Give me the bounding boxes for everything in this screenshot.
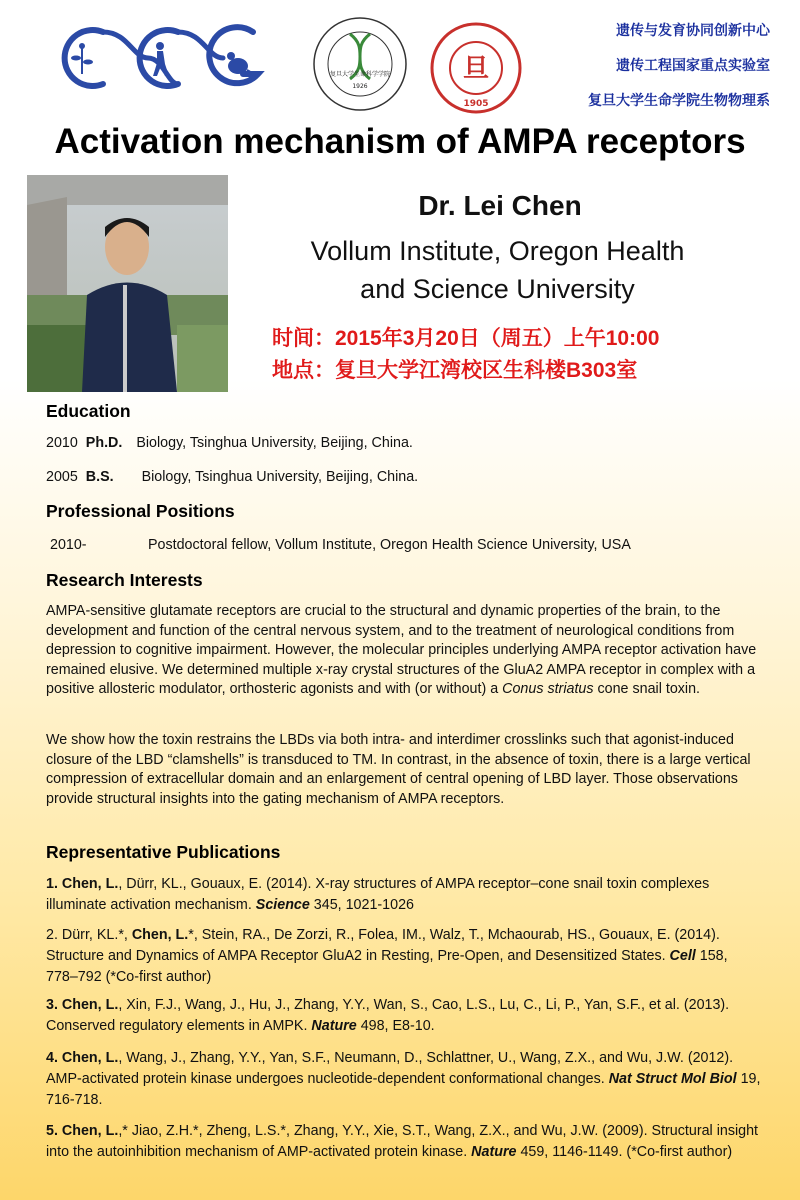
svg-text:旦: 旦 <box>462 54 490 84</box>
edu-degree: B.S. <box>85 469 114 485</box>
publication-item: 5. Chen, L.,* Jiao, Z.H.*, Zheng, L.S.*, Zhang, Y.Y., Xie, S.T., Wang, Z.X., and Wu, J.W. (2009). Structural insight into the autoinhibition mechanism of AMP-activated protein kinase. Nature 459, 1146-1149. (*Co-first author) <box>46 1123 759 1160</box>
edu-degree: Ph.D. <box>85 435 123 451</box>
org-line-2: 遗传工程国家重点实验室 <box>616 57 770 73</box>
plant-icon <box>71 43 93 74</box>
education-item <box>46 435 413 451</box>
position-item <box>50 537 631 553</box>
position-year: 2010- <box>50 537 87 553</box>
publication-item: 2. Dürr, KL.*, Chen, L.*, Stein, RA., De Zorzi, R., Folea, IM., Walz, T., Mchaourab, HS., Gouaux, E. (2014). Structure and Dynamics of AMPA Receptor GluA2 in Resting, Pre-Open, and Desensitized States. Cell 158, 778–792 (*Co-first author) <box>46 927 728 985</box>
edu-detail: Biology, Tsinghua University, Beijing, China. <box>136 435 413 451</box>
publication-item: 3. Chen, L., Xin, F.J., Wang, J., Hu, J., Zhang, Y.Y., Wan, S., Cao, L.S., Lu, C., Li, P., Yan, S.F., et al. (2013). Conserved regulatory elements in AMPK. Nature 498, E8-10. <box>46 997 730 1034</box>
org-line-1: 遗传与发育协同创新中心 <box>616 22 770 38</box>
logo-wave <box>103 32 178 84</box>
person-body <box>82 283 177 393</box>
ccg-logo <box>48 18 278 98</box>
affiliation-line-1: Vollum Institute, Oregon Health <box>310 236 685 266</box>
speaker-affiliation <box>250 232 745 308</box>
research-paragraph-1: AMPA-sensitive glutamate receptors are crucial to the structural and dynamic properties of the brain, to the development and function of the central nervous system, and to the treatment of neurological conditions from depression to cognitive impairment. However, the molecular principles underlying AMPA receptor activation have remained elusive. We determined multiple x-ray crystal structures of the GluA2 AMPA receptor in complex with a positive allosteric modulator, orthosteric agonists and with (or without) a Conus striatus cone snail toxin. <box>46 603 757 697</box>
education-heading: Education <box>46 401 131 421</box>
seal-year: 1926 <box>352 83 368 90</box>
position-detail: Postdoctoral fellow, Vollum Institute, Oregon Health Science University, USA <box>148 537 631 553</box>
journal-name: Science <box>255 897 310 913</box>
journal-name: Cell <box>669 948 696 964</box>
publication-item: 4. Chen, L., Wang, J., Zhang, Y.Y., Yan, S.F., Neumann, D., Schlattner, U., Wang, Z.X., and Wu, J.W. (2012). AMP-activated protein kinase undergoes nucleotide-dependent conformational changes. Nat Struct Mol Biol 19, 716-718. <box>46 1050 761 1108</box>
fudan-university-seal <box>430 22 522 114</box>
speaker-photo <box>27 175 228 392</box>
species-name: Conus striatus <box>502 681 594 697</box>
edu-year: 2010 <box>46 435 78 451</box>
research-paragraph-2: We show how the toxin restrains the LBDs via both intra- and interdimer crosslinks such that agonist-induced closure of the LBD “clamshells” is transduced to TM. In contrast, in the absence of toxin, there is a large vertical compression of extracellular domain and an enlargement of central opening of LBD layer. Those observations provide structural insights into the gating mechanism of AMPA receptors. <box>46 732 751 807</box>
journal-name: Nature <box>311 1018 357 1034</box>
edu-year: 2005 <box>46 469 78 485</box>
publications-heading: Representative Publications <box>46 842 281 862</box>
seal-year: 1905 <box>463 99 489 109</box>
speaker-name: Dr. Lei Chen <box>418 190 582 221</box>
education-item <box>46 469 418 485</box>
logo-arc-1 <box>65 30 103 86</box>
edu-detail: Biology, Tsinghua University, Beijing, China. <box>141 469 419 485</box>
event-time: 时间：2015年3月20日（周五）上午10:00 <box>272 327 660 350</box>
publication-item: 1. Chen, L., Dürr, KL., Gouaux, E. (2014). X-ray structures of AMPA receptor–cone snail toxin complexes illuminate activation mechanism. Science 345, 1021-1026 <box>46 876 710 913</box>
journal-name: Nat Struct Mol Biol <box>608 1071 737 1087</box>
poster-title: Activation mechanism of AMPA receptors <box>54 122 746 161</box>
org-line-3: 复旦大学生命学院生物物理系 <box>588 92 770 108</box>
research-heading: Research Interests <box>46 570 203 590</box>
school-life-sciences-seal <box>310 14 410 114</box>
affiliation-line-2: and Science University <box>360 274 635 304</box>
seal-inner-text: 复旦大学生命科学学院 <box>329 71 391 78</box>
event-place: 地点：复旦大学江湾校区生科楼B303室 <box>272 359 638 382</box>
journal-name: Nature <box>471 1144 517 1160</box>
positions-heading: Professional Positions <box>46 501 235 521</box>
